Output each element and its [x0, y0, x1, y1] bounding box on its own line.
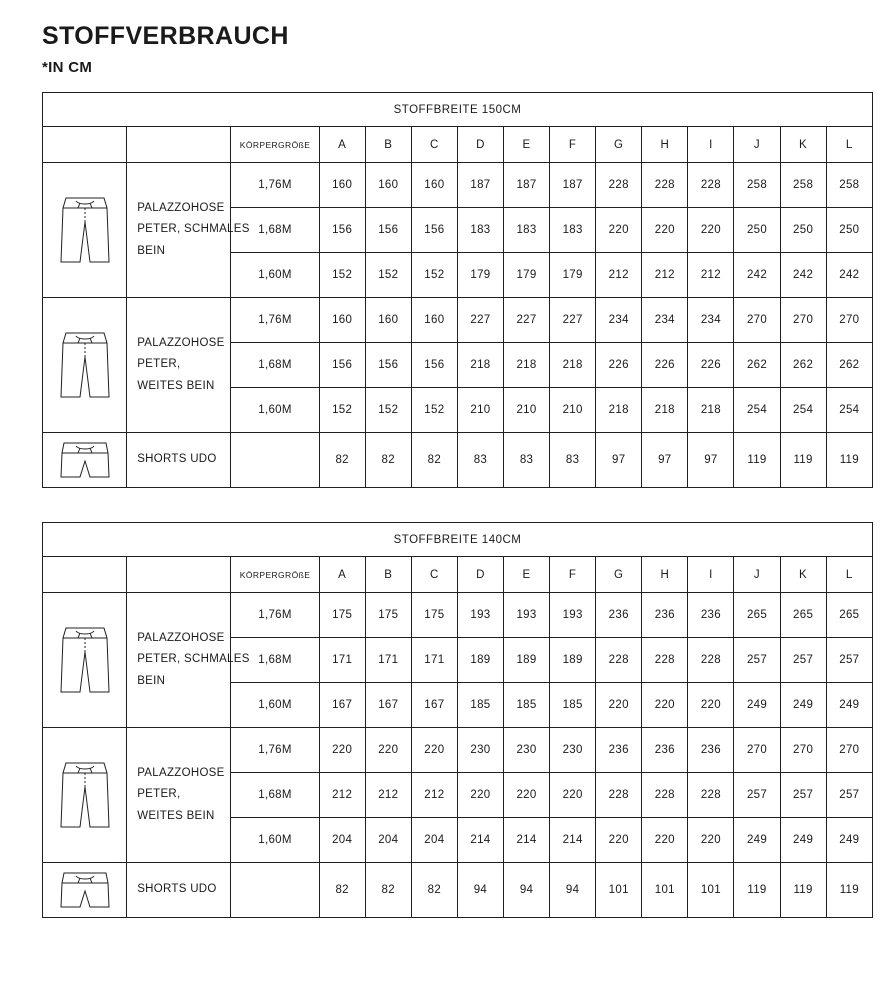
fabric-value-cell: 119 [780, 433, 826, 488]
fabric-value-cell: 242 [780, 253, 826, 298]
body-height-cell: 1,68M [231, 343, 319, 388]
fabric-value-cell: 214 [503, 818, 549, 863]
fabric-value-cell: 83 [503, 433, 549, 488]
header-size-h: H [642, 127, 688, 163]
fabric-value-cell: 250 [780, 208, 826, 253]
product-name-line: PALAZZOHOSE [137, 337, 225, 350]
fabric-value-cell: 175 [365, 593, 411, 638]
fabric-value-cell: 183 [503, 208, 549, 253]
header-size-f: F [550, 127, 596, 163]
fabric-value-cell: 185 [457, 683, 503, 728]
fabric-value-cell: 249 [734, 818, 780, 863]
fabric-value-cell: 119 [826, 433, 872, 488]
fabric-value-cell: 236 [642, 593, 688, 638]
fabric-value-cell: 262 [780, 343, 826, 388]
fabric-value-cell: 242 [826, 253, 872, 298]
fabric-value-cell: 228 [688, 638, 734, 683]
product-name-cell [127, 593, 250, 728]
fabric-value-cell: 257 [780, 773, 826, 818]
fabric-value-cell: 257 [826, 773, 872, 818]
fabric-value-cell: 212 [365, 773, 411, 818]
fabric-value-cell: 249 [780, 818, 826, 863]
tables-container [42, 92, 869, 918]
product-name-line: PALAZZOHOSE [137, 767, 225, 780]
header-blank-name [127, 557, 231, 593]
body-height-cell: 1,76M [231, 593, 319, 638]
product-name-cell [127, 163, 250, 298]
table-band-title: STOFFBREITE 140CM [43, 523, 873, 557]
body-height-cell: 1,60M [231, 388, 319, 433]
table-row [43, 433, 873, 488]
page-title: STOFFVERBRAUCH [42, 22, 289, 50]
fabric-value-cell: 257 [826, 638, 872, 683]
fabric-value-cell: 220 [642, 208, 688, 253]
header-size-c: C [411, 557, 457, 593]
product-name-line: PETER, [137, 358, 181, 371]
fabric-value-cell: 160 [319, 298, 365, 343]
fabric-value-cell: 249 [734, 683, 780, 728]
fabric-value-cell: 270 [780, 728, 826, 773]
header-size-e: E [503, 557, 549, 593]
fabric-value-cell: 183 [550, 208, 596, 253]
fabric-value-cell: 160 [365, 163, 411, 208]
fabric-value-cell: 254 [826, 388, 872, 433]
fabric-value-cell: 119 [734, 433, 780, 488]
product-name-cell [127, 863, 231, 918]
fabric-value-cell: 236 [688, 593, 734, 638]
product-name-line: WEITES BEIN [137, 809, 215, 822]
header-size-i: I [688, 557, 734, 593]
body-height-cell: 1,68M [231, 208, 319, 253]
fabric-value-cell: 97 [596, 433, 642, 488]
header-size-l: L [826, 127, 872, 163]
body-height-cell: 1,68M [231, 773, 319, 818]
fabric-value-cell: 258 [780, 163, 826, 208]
fabric-value-cell: 193 [550, 593, 596, 638]
fabric-value-cell: 249 [826, 683, 872, 728]
fabric-value-cell: 227 [503, 298, 549, 343]
fabric-value-cell: 236 [642, 728, 688, 773]
header-size-k: K [780, 127, 826, 163]
fabric-value-cell: 258 [734, 163, 780, 208]
wide-leg-trousers-icon [43, 163, 127, 298]
fabric-value-cell: 97 [642, 433, 688, 488]
fabric-value-cell: 82 [365, 433, 411, 488]
fabric-value-cell: 257 [734, 638, 780, 683]
header-size-h: H [642, 557, 688, 593]
fabric-value-cell: 210 [550, 388, 596, 433]
fabric-value-cell: 82 [411, 433, 457, 488]
fabric-value-cell: 167 [411, 683, 457, 728]
body-height-cell: 1,76M [231, 728, 319, 773]
header-size-c: C [411, 127, 457, 163]
fabric-value-cell: 156 [365, 208, 411, 253]
fabric-value-cell: 160 [319, 163, 365, 208]
header-size-f: F [550, 557, 596, 593]
wide-leg-trousers-icon [43, 298, 127, 433]
fabric-value-cell: 187 [503, 163, 549, 208]
table-row [43, 728, 873, 773]
fabric-value-cell: 270 [734, 298, 780, 343]
fabric-value-cell: 220 [550, 773, 596, 818]
fabric-value-cell: 262 [826, 343, 872, 388]
table-row [43, 593, 873, 638]
fabric-value-cell: 212 [642, 253, 688, 298]
fabric-value-cell: 234 [688, 298, 734, 343]
fabric-value-cell: 228 [688, 163, 734, 208]
fabric-value-cell: 119 [780, 863, 826, 918]
body-height-cell [231, 863, 319, 918]
fabric-consumption-table [42, 522, 873, 918]
body-height-cell: 1,60M [231, 253, 319, 298]
fabric-value-cell: 94 [550, 863, 596, 918]
product-name-cell [127, 728, 231, 863]
fabric-value-cell: 228 [642, 638, 688, 683]
fabric-value-cell: 220 [642, 818, 688, 863]
fabric-value-cell: 101 [596, 863, 642, 918]
fabric-value-cell: 193 [457, 593, 503, 638]
header-blank-image [43, 127, 127, 163]
header-size-b: B [365, 557, 411, 593]
product-name-line: BEIN [137, 674, 166, 687]
fabric-value-cell: 152 [365, 253, 411, 298]
fabric-value-cell: 152 [365, 388, 411, 433]
fabric-value-cell: 242 [734, 253, 780, 298]
fabric-value-cell: 220 [688, 818, 734, 863]
product-name-line: PALAZZOHOSE [137, 202, 225, 215]
product-name-line: PETER, SCHMALES [137, 653, 250, 666]
fabric-value-cell: 218 [457, 343, 503, 388]
fabric-value-cell: 160 [411, 298, 457, 343]
fabric-value-cell: 160 [411, 163, 457, 208]
header-size-d: D [457, 557, 503, 593]
fabric-value-cell: 212 [596, 253, 642, 298]
fabric-value-cell: 218 [688, 388, 734, 433]
shorts-icon [43, 433, 127, 488]
wide-leg-trousers-icon [43, 593, 127, 728]
fabric-value-cell: 220 [596, 208, 642, 253]
fabric-value-cell: 179 [550, 253, 596, 298]
fabric-value-cell: 167 [365, 683, 411, 728]
product-name-line: PETER, [137, 788, 181, 801]
body-height-cell: 1,60M [231, 683, 319, 728]
fabric-value-cell: 185 [503, 683, 549, 728]
fabric-value-cell: 228 [642, 163, 688, 208]
fabric-value-cell: 270 [734, 728, 780, 773]
product-name-line: PALAZZOHOSE [137, 632, 225, 645]
fabric-value-cell: 82 [319, 433, 365, 488]
header-size-k: K [780, 557, 826, 593]
fabric-value-cell: 156 [411, 343, 457, 388]
fabric-value-cell: 82 [319, 863, 365, 918]
fabric-value-cell: 257 [734, 773, 780, 818]
fabric-value-cell: 220 [457, 773, 503, 818]
fabric-value-cell: 156 [365, 343, 411, 388]
fabric-value-cell: 220 [688, 208, 734, 253]
fabric-value-cell: 175 [411, 593, 457, 638]
header-size-i: I [688, 127, 734, 163]
fabric-value-cell: 97 [688, 433, 734, 488]
fabric-value-cell: 234 [596, 298, 642, 343]
fabric-value-cell: 189 [550, 638, 596, 683]
wide-leg-trousers-icon [43, 728, 127, 863]
fabric-value-cell: 214 [457, 818, 503, 863]
fabric-value-cell: 220 [596, 683, 642, 728]
fabric-value-cell: 228 [596, 638, 642, 683]
fabric-value-cell: 189 [457, 638, 503, 683]
fabric-value-cell: 94 [503, 863, 549, 918]
fabric-value-cell: 101 [688, 863, 734, 918]
fabric-value-cell: 204 [411, 818, 457, 863]
fabric-value-cell: 204 [319, 818, 365, 863]
fabric-value-cell: 212 [411, 773, 457, 818]
fabric-value-cell: 220 [503, 773, 549, 818]
fabric-value-cell: 212 [688, 253, 734, 298]
fabric-value-cell: 249 [780, 683, 826, 728]
fabric-value-cell: 270 [780, 298, 826, 343]
fabric-value-cell: 152 [411, 253, 457, 298]
header-body-height: KÖRPERGRÖßE [231, 127, 319, 163]
fabric-value-cell: 220 [642, 683, 688, 728]
fabric-value-cell: 227 [550, 298, 596, 343]
fabric-value-cell: 156 [319, 208, 365, 253]
header-blank-name [127, 127, 231, 163]
fabric-value-cell: 152 [411, 388, 457, 433]
fabric-value-cell: 183 [457, 208, 503, 253]
fabric-value-cell: 82 [365, 863, 411, 918]
fabric-value-cell: 214 [550, 818, 596, 863]
fabric-value-cell: 226 [596, 343, 642, 388]
fabric-value-cell: 254 [734, 388, 780, 433]
header-size-g: G [596, 557, 642, 593]
fabric-value-cell: 189 [503, 638, 549, 683]
fabric-value-cell: 228 [596, 163, 642, 208]
fabric-value-cell: 82 [411, 863, 457, 918]
header-size-j: J [734, 557, 780, 593]
fabric-value-cell: 171 [319, 638, 365, 683]
fabric-value-cell: 254 [780, 388, 826, 433]
fabric-value-cell: 119 [826, 863, 872, 918]
fabric-value-cell: 171 [411, 638, 457, 683]
fabric-value-cell: 218 [550, 343, 596, 388]
fabric-value-cell: 152 [319, 388, 365, 433]
fabric-value-cell: 265 [734, 593, 780, 638]
fabric-consumption-table [42, 92, 873, 488]
fabric-value-cell: 218 [642, 388, 688, 433]
header-size-a: A [319, 557, 365, 593]
product-name-cell [127, 433, 231, 488]
fabric-value-cell: 119 [734, 863, 780, 918]
fabric-value-cell: 171 [365, 638, 411, 683]
fabric-value-cell: 220 [411, 728, 457, 773]
fabric-value-cell: 94 [457, 863, 503, 918]
fabric-value-cell: 250 [734, 208, 780, 253]
fabric-value-cell: 228 [642, 773, 688, 818]
fabric-value-cell: 258 [826, 163, 872, 208]
fabric-value-cell: 236 [596, 728, 642, 773]
header-blank-image [43, 557, 127, 593]
body-height-cell: 1,76M [231, 163, 319, 208]
fabric-value-cell: 265 [780, 593, 826, 638]
fabric-value-cell: 230 [550, 728, 596, 773]
fabric-value-cell: 204 [365, 818, 411, 863]
fabric-value-cell: 220 [596, 818, 642, 863]
header-size-g: G [596, 127, 642, 163]
header-size-e: E [503, 127, 549, 163]
product-name-cell [127, 298, 231, 433]
shorts-icon [43, 863, 127, 918]
fabric-value-cell: 257 [780, 638, 826, 683]
fabric-value-cell: 210 [457, 388, 503, 433]
fabric-value-cell: 270 [826, 728, 872, 773]
fabric-value-cell: 227 [457, 298, 503, 343]
fabric-value-cell: 236 [688, 728, 734, 773]
fabric-value-cell: 234 [642, 298, 688, 343]
fabric-value-cell: 156 [319, 343, 365, 388]
header-size-j: J [734, 127, 780, 163]
fabric-value-cell: 220 [365, 728, 411, 773]
header-size-l: L [826, 557, 872, 593]
fabric-value-cell: 212 [319, 773, 365, 818]
product-name-line: BEIN [137, 244, 166, 257]
product-name-line: SHORTS UDO [137, 883, 217, 896]
table-row [43, 863, 873, 918]
body-height-cell: 1,68M [231, 638, 319, 683]
table-band-title: STOFFBREITE 150CM [43, 93, 873, 127]
fabric-value-cell: 230 [503, 728, 549, 773]
body-height-cell: 1,60M [231, 818, 319, 863]
fabric-value-cell: 218 [596, 388, 642, 433]
header-size-d: D [457, 127, 503, 163]
body-height-cell [231, 433, 319, 488]
fabric-value-cell: 210 [503, 388, 549, 433]
fabric-value-cell: 83 [550, 433, 596, 488]
fabric-value-cell: 249 [826, 818, 872, 863]
product-name-line: SHORTS UDO [137, 453, 217, 466]
fabric-value-cell: 226 [688, 343, 734, 388]
fabric-value-cell: 226 [642, 343, 688, 388]
fabric-value-cell: 187 [457, 163, 503, 208]
product-name-line: WEITES BEIN [137, 379, 215, 392]
fabric-value-cell: 152 [319, 253, 365, 298]
fabric-value-cell: 220 [319, 728, 365, 773]
fabric-value-cell: 187 [550, 163, 596, 208]
fabric-value-cell: 218 [503, 343, 549, 388]
table-row [43, 298, 873, 343]
fabric-value-cell: 228 [688, 773, 734, 818]
fabric-value-cell: 230 [457, 728, 503, 773]
body-height-cell: 1,76M [231, 298, 319, 343]
page-subtitle: *IN CM [42, 59, 93, 76]
fabric-value-cell: 179 [457, 253, 503, 298]
header-size-a: A [319, 127, 365, 163]
fabric-value-cell: 265 [826, 593, 872, 638]
fabric-value-cell: 101 [642, 863, 688, 918]
fabric-value-cell: 270 [826, 298, 872, 343]
fabric-value-cell: 175 [319, 593, 365, 638]
fabric-value-cell: 228 [596, 773, 642, 818]
fabric-value-cell: 236 [596, 593, 642, 638]
table-row [43, 163, 873, 208]
fabric-value-cell: 193 [503, 593, 549, 638]
fabric-value-cell: 185 [550, 683, 596, 728]
header-size-b: B [365, 127, 411, 163]
fabric-value-cell: 250 [826, 208, 872, 253]
fabric-value-cell: 262 [734, 343, 780, 388]
fabric-value-cell: 179 [503, 253, 549, 298]
header-body-height: KÖRPERGRÖßE [231, 557, 319, 593]
product-name-line: PETER, SCHMALES [137, 223, 250, 236]
fabric-value-cell: 220 [688, 683, 734, 728]
fabric-value-cell: 156 [411, 208, 457, 253]
fabric-value-cell: 83 [457, 433, 503, 488]
fabric-value-cell: 160 [365, 298, 411, 343]
fabric-value-cell: 167 [319, 683, 365, 728]
